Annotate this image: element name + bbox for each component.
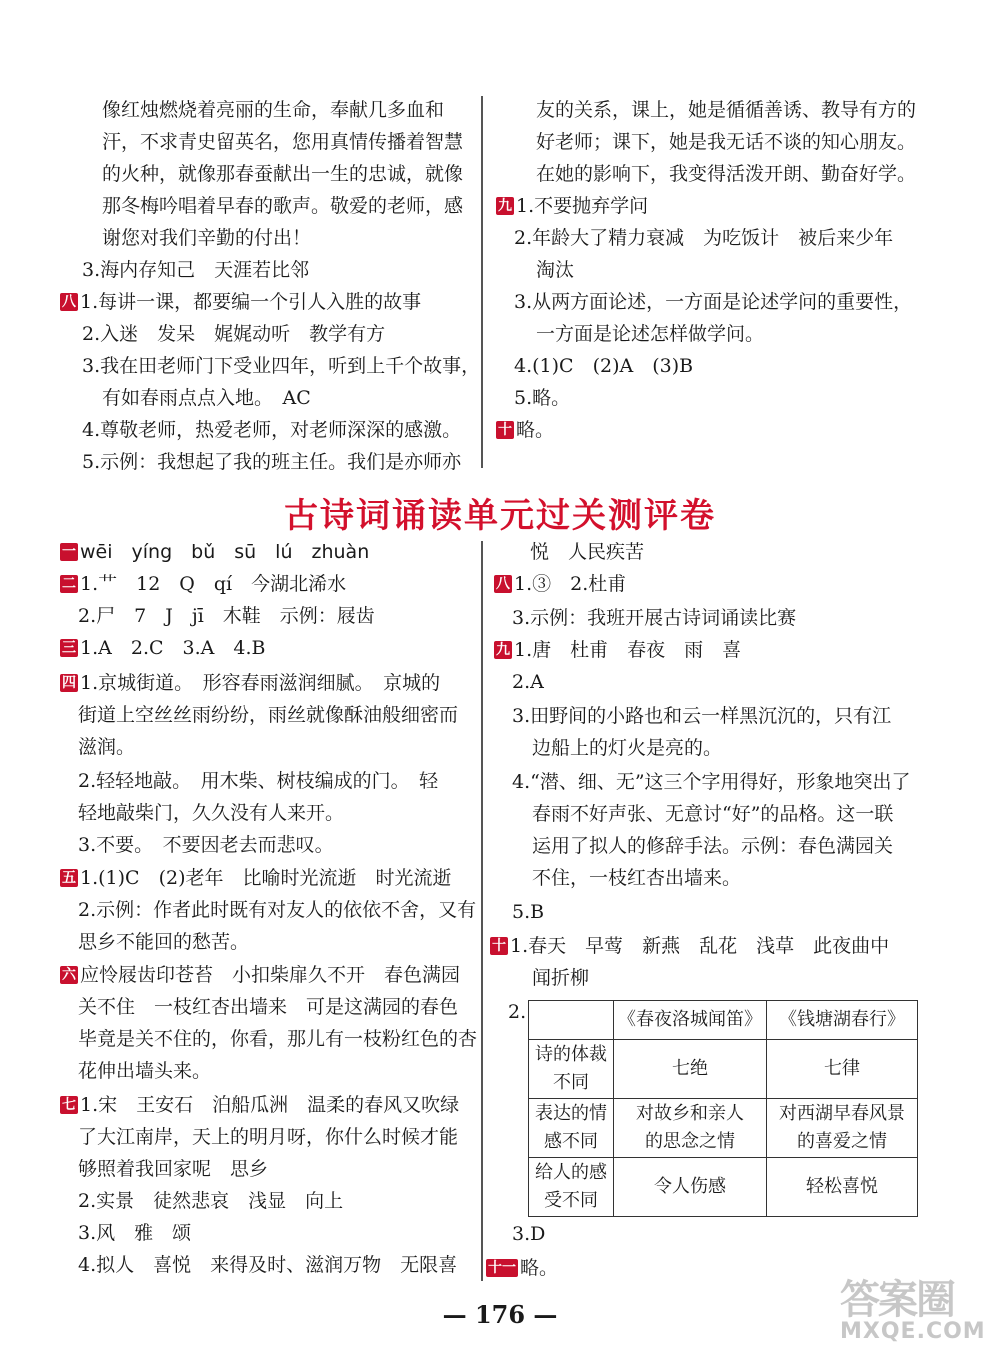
text-line: 略。 (520, 1257, 559, 1279)
text-line: 好老师；课下，她是我无话不谈的知心朋友。 (536, 131, 917, 153)
page-number: — 176 — (442, 1300, 558, 1329)
question-badge: 十 (498, 422, 512, 438)
text-line: 2.A (512, 671, 544, 693)
text-line: 略。 (516, 419, 555, 441)
text-line: 4.拟人 喜悦 来得及时、滋润万物 无限喜 (78, 1254, 458, 1276)
question-2-line (60, 571, 346, 597)
text-line: 2.年龄大了精力衰减 为吃饭计 被后来少年 (514, 227, 894, 249)
text-line: 1.(1)C (2)老年 比喻时光流逝 时光流逝 (80, 867, 452, 889)
text-line: 1.不要抛弃学问 (516, 195, 649, 217)
text-line: 2.轻轻地敲。 用木柴、树枝编成的门。 轻 (78, 770, 439, 792)
text-line: 够照着我回家呢 思乡 (78, 1158, 269, 1180)
text-line: 3.我在田老师门下受业四年，听到上千个故事， (82, 355, 481, 377)
question-4-line (60, 670, 440, 696)
text-line: 闻折柳 (532, 967, 590, 989)
question-3-line (60, 635, 265, 661)
question-7-line (60, 1092, 459, 1118)
table-cell: 七绝 (614, 1040, 767, 1099)
table-cell: 对故乡和亲人的思念之情 (614, 1099, 767, 1158)
section-title: 古诗词诵读单元过关测评卷 (284, 496, 716, 536)
text-line: 1.A 2.C 3.A 4.B (80, 637, 266, 659)
text-line: 那冬梅吟唱着早春的歌声。敬爱的老师，感 (102, 195, 464, 217)
question-8-line (494, 571, 626, 597)
question-5-line (60, 865, 452, 891)
text-line: 1.艹 12 Q qí 今湖北浠水 (80, 573, 347, 595)
text-line: 2.尸 7 J jī 木鞋 示例：屐齿 (78, 605, 375, 627)
text-line: 谢您对我们辛勤的付出！ (102, 227, 312, 249)
text-line: 滋润。 (78, 736, 136, 758)
text-line: 1.京城街道。 形容春雨滋润细腻。 京城的 (80, 672, 441, 694)
watermark-url: MXQE.COM (840, 1319, 986, 1344)
text-line: 街道上空丝丝雨纷纷，雨丝就像酥油般细密而 (78, 704, 459, 726)
text-line: 2.示例：作者此时既有对友人的依依不舍，又有 (78, 899, 477, 921)
bottom-left-column (60, 539, 478, 1279)
text-line: 3.风 雅 颂 (78, 1222, 192, 1244)
text-line: 边船上的灯火是亮的。 (532, 737, 723, 759)
text-line: 了大江南岸，天上的明月呀，你什么时候才能 (78, 1126, 459, 1148)
question-badge: 三 (62, 640, 76, 656)
question-badge: 六 (62, 967, 76, 983)
text-line: 1.③ 2.杜甫 (514, 573, 627, 595)
text-line: 悦 人民疾苦 (530, 541, 645, 563)
question-badge: 十 (492, 938, 506, 954)
question-6-line (60, 962, 460, 988)
question-badge: 二 (62, 576, 76, 592)
question-badge: 一 (62, 544, 76, 560)
question-badge: 四 (62, 675, 76, 691)
question-badge: 七 (62, 1097, 76, 1113)
question-badge: 八 (496, 576, 510, 592)
question-1-line (60, 539, 369, 565)
table-row-label: 诗的体裁不同 (529, 1040, 614, 1099)
text-line: 1.每讲一课，都要编一个引人入胜的故事 (80, 291, 422, 313)
text-line: 春雨不好声张、无意讨“好”的品格。这一联 (532, 803, 894, 825)
question-9-line (496, 193, 648, 219)
text-line: 1.春天 早莺 新燕 乱花 浅草 此夜曲中 (510, 935, 890, 957)
question-9-line (494, 637, 741, 663)
text-line: 3.示例：我班开展古诗词诵读比赛 (512, 607, 797, 629)
text-line: 淘汰 (536, 259, 575, 281)
text-line: 像红烛燃烧着亮丽的生命，奉献几多血和 (102, 99, 445, 121)
table-header: 《钱塘湖春行》 (767, 1001, 918, 1040)
text-line: 4.(1)C (2)A (3)B (514, 355, 694, 377)
question-badge: 八 (62, 294, 76, 310)
text-line: 5.示例：我想起了我的班主任。我们是亦师亦 (82, 451, 462, 473)
table-row (529, 1158, 918, 1217)
question-badge: 九 (498, 198, 512, 214)
text-line: 应怜屐齿印苍苔 小扣柴扉久不开 春色满园 (80, 964, 461, 986)
table-cell: 七律 (767, 1040, 918, 1099)
poem-comparison-table (528, 1000, 918, 1217)
text-line: 3.从两方面论述，一方面是论述学问的重要性， (514, 291, 913, 313)
text-line: 有如春雨点点入地。 AC (102, 387, 311, 409)
text-line: 4.“潜、细、无”这三个字用得好，形象地突出了 (512, 771, 911, 793)
text-line: 在她的影响下，我变得活泼开朗、勤奋好学。 (536, 163, 917, 185)
table-row (529, 1001, 918, 1040)
text-line: 花伸出墙头来。 (78, 1060, 212, 1082)
text-line: 3.D (512, 1223, 546, 1245)
table-cell: 令人伤感 (614, 1158, 767, 1217)
question-8-line (60, 289, 421, 315)
column-divider (481, 541, 483, 1281)
top-left-column (62, 97, 481, 477)
question-badge: 十一 (488, 1260, 516, 1276)
text-line: 毕竟是关不住的，你看，那儿有一枝粉红色的杏 (78, 1028, 478, 1050)
text-line: 3.不要。 不要因老去而悲叹。 (78, 834, 334, 856)
text-line: 3.海内存知己 天涯若比邻 (82, 259, 310, 281)
text-line: 运用了拟人的修辞手法。示例：春色满园关 (532, 835, 894, 857)
table-row (529, 1099, 918, 1158)
text-line: 思乡不能回的愁苦。 (78, 931, 250, 953)
text-line: 2.实景 徒然悲哀 浅显 向上 (78, 1190, 344, 1212)
text-line: 1.宋 王安石 泊船瓜洲 温柔的春风又吹绿 (80, 1094, 460, 1116)
text-line: 关不住 一枝红杏出墙来 可是这满园的春色 (78, 996, 459, 1018)
table-cell: 轻松喜悦 (767, 1158, 918, 1217)
table-header: 《春夜洛城闻笛》 (614, 1001, 767, 1040)
question-badge: 五 (62, 870, 76, 886)
table-row (529, 1040, 918, 1099)
table-corner-cell (529, 1001, 614, 1040)
question-10-line (496, 417, 554, 443)
text-line: 汗，不求青史留英名，您用真情传播着智慧 (102, 131, 464, 153)
text-line: 5.略。 (514, 387, 571, 409)
text-line: 友的关系，课上，她是循循善诱、教导有方的 (536, 99, 917, 121)
text-line: 一方面是论述怎样做学问。 (536, 323, 765, 345)
text-line: 2. (508, 1001, 527, 1023)
question-11-line (486, 1255, 558, 1281)
table-row-label: 给人的感受不同 (529, 1158, 614, 1217)
text-line: 不住，一枝红杏出墙来。 (532, 867, 742, 889)
pinyin-answer: wēi yíng bǔ sū lú zhuàn (80, 541, 370, 563)
watermark-text: 答案圈 (840, 1277, 954, 1323)
text-line: 1.唐 杜甫 春夜 雨 喜 (514, 639, 742, 661)
text-line: 2.入迷 发呆 娓娓动听 教学有方 (82, 323, 386, 345)
text-line: 轻地敲柴门，久久没有人来开。 (78, 802, 345, 824)
question-badge: 九 (496, 642, 510, 658)
text-line: 4.尊敬老师，热爱老师，对老师深深的感激。 (82, 419, 462, 441)
text-line: 3.田野间的小路也和云一样黑沉沉的，只有江 (512, 705, 892, 727)
watermark-logo (840, 1268, 990, 1358)
text-line: 5.B (512, 901, 545, 923)
table-row-label: 表达的情感不同 (529, 1099, 614, 1158)
top-right-column (496, 97, 916, 447)
text-line: 的火种，就像那春蚕献出一生的忠诚，就像 (102, 163, 464, 185)
table-cell: 对西湖早春风景的喜爱之情 (767, 1099, 918, 1158)
question-10-line (490, 933, 889, 959)
column-divider (481, 96, 483, 468)
